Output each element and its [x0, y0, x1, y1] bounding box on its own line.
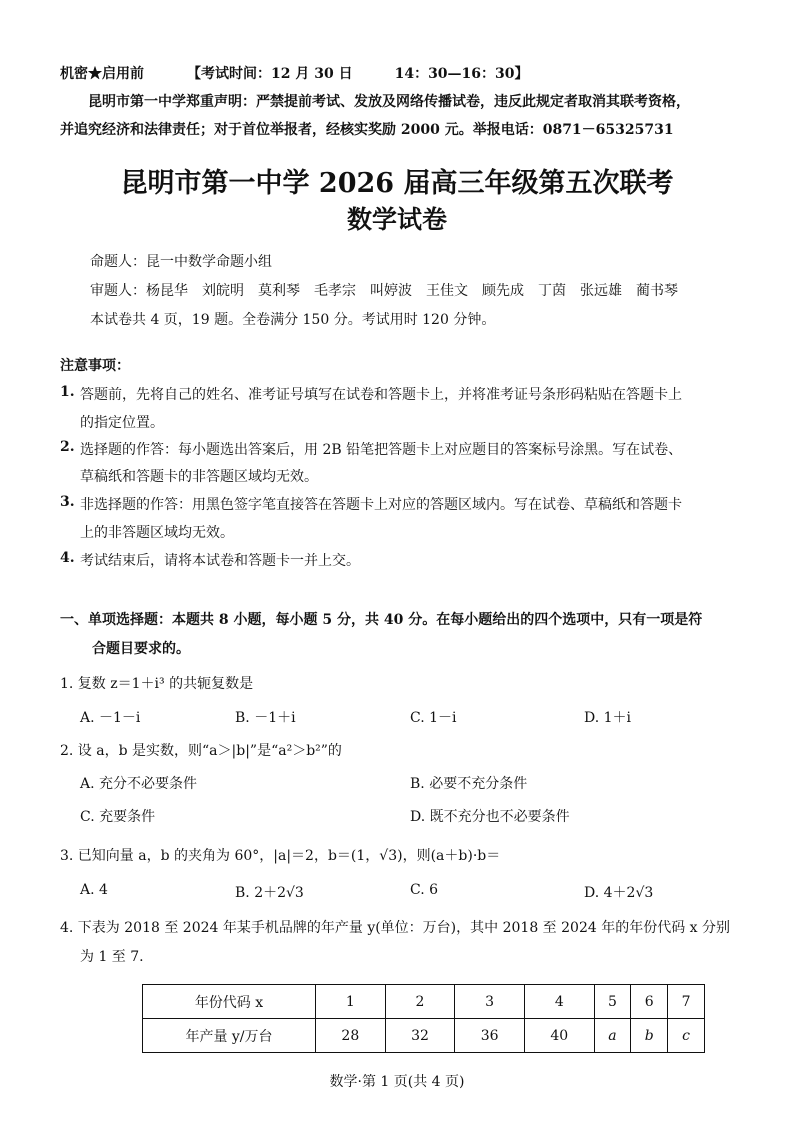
table-header-cell: 年产量 y/万台 — [143, 1019, 316, 1053]
reviewers-line: 审题人：杨昆华 刘皖明 莫利琴 毛孝宗 叫婷波 王佳文 顾先成 丁茵 张远雄 蔺书琴 — [90, 283, 678, 299]
table-cell: 5 — [594, 985, 631, 1019]
table-cell: 3 — [455, 985, 525, 1019]
note-text: 答题前，先将自己的姓名、准考证号填写在试卷和答题卡上，并将准考证号条形码粘贴在答题卡上 — [80, 387, 682, 403]
question-1-stem: 1. 复数 z＝1＋i³ 的共轭复数是 — [60, 676, 254, 692]
table-cell: c — [668, 1019, 705, 1053]
q3-option-b: B. 2＋2√3 — [235, 885, 304, 901]
question-4-stem: 4. 下表为 2018 至 2024 年某手机品牌的年产量 y(单位：万台)，其中 2018 至 2024 年的年份代码 x 分别 — [60, 920, 731, 936]
note-text: 草稿纸和答题卡的非答题区域均无效。 — [80, 469, 318, 485]
q2-option-b: B. 必要不充分条件 — [410, 776, 528, 792]
confidential-label: 机密★启用前 — [60, 66, 144, 82]
statement-line-2: 并追究经济和法律责任；对于首位举报者，经核实奖励 2000 元。举报电话：0871－65325731 — [60, 122, 674, 138]
note-number: 4. — [60, 550, 75, 566]
note-text: 的指定位置。 — [80, 415, 164, 431]
note-text: 非选择题的作答：用黑色签字笔直接答在答题卡上对应的答题区域内。写在试卷、草稿纸和答题卡 — [80, 497, 682, 513]
table-cell: 36 — [455, 1019, 525, 1053]
note-number: 1. — [60, 384, 75, 400]
q3-option-d: D. 4＋2√3 — [584, 885, 654, 901]
notes-heading: 注意事项： — [60, 358, 130, 374]
table-cell: a — [594, 1019, 631, 1053]
table-cell: b — [631, 1019, 668, 1053]
table-cell: 4 — [524, 985, 594, 1019]
setter-line: 命题人：昆一中数学命题小组 — [90, 254, 272, 270]
q3-option-c: C. 6 — [410, 882, 439, 898]
table-row — [143, 985, 705, 1019]
note-number: 3. — [60, 494, 75, 510]
table-row — [143, 1019, 705, 1053]
note-number: 2. — [60, 439, 75, 455]
section-heading: 一、单项选择题：本题共 8 小题，每小题 5 分，共 40 分。在每小题给出的四个选项中，只有一项是符 — [60, 612, 703, 628]
table-cell: 40 — [524, 1019, 594, 1053]
q3-option-a: A. 4 — [80, 882, 108, 898]
q1-option-c: C. 1－i — [410, 710, 457, 726]
note-text: 上的非答题区域均无效。 — [80, 525, 234, 541]
q1-option-a: A. －1－i — [80, 710, 141, 726]
table-cell: 6 — [631, 985, 668, 1019]
subject-title: 数学试卷 — [346, 205, 447, 234]
note-text: 选择题的作答：每小题选出答案后，用 2B 铅笔把答题卡上对应题目的答案标号涂黑。写在试卷、 — [80, 442, 683, 458]
page-title: 昆明市第一中学 2026 届高三年级第五次联考 — [120, 168, 674, 199]
question-2-stem: 2. 设 a，b 是实数，则“a＞|b|”是“a²＞b²”的 — [60, 743, 342, 759]
table-cell: 2 — [385, 985, 455, 1019]
q1-option-b: B. －1＋i — [235, 710, 296, 726]
q2-option-d: D. 既不充分也不必要条件 — [410, 809, 570, 825]
q1-option-d: D. 1＋i — [584, 710, 632, 726]
q2-option-a: A. 充分不必要条件 — [80, 776, 198, 792]
data-table — [142, 984, 705, 1053]
q2-option-c: C. 充要条件 — [80, 809, 156, 825]
question-3-stem: 3. 已知向量 a，b 的夹角为 60°，|a|＝2，b＝(1，√3)，则(a＋b)·b＝ — [60, 848, 501, 864]
table-cell: 7 — [668, 985, 705, 1019]
table-cell: 28 — [316, 1019, 386, 1053]
question-4-stem-cont: 为 1 至 7. — [80, 949, 144, 965]
table-cell: 1 — [316, 985, 386, 1019]
page-footer: 数学·第 1 页(共 4 页) — [329, 1074, 465, 1090]
table-cell: 32 — [385, 1019, 455, 1053]
statement-line-1: 昆明市第一中学郑重声明：严禁提前考试、发放及网络传播试卷，违反此规定者取消其联考资格， — [88, 94, 690, 110]
note-text: 考试结束后，请将本试卷和答题卡一并上交。 — [80, 553, 360, 569]
exam-summary: 本试卷共 4 页，19 题。全卷满分 150 分。考试用时 120 分钟。 — [90, 312, 496, 328]
table-header-cell: 年份代码 x — [143, 985, 316, 1019]
section-heading-cont: 合题目要求的。 — [92, 641, 190, 657]
exam-time: 【考试时间：12 月 30 日 14：30—16：30】 — [187, 66, 529, 82]
